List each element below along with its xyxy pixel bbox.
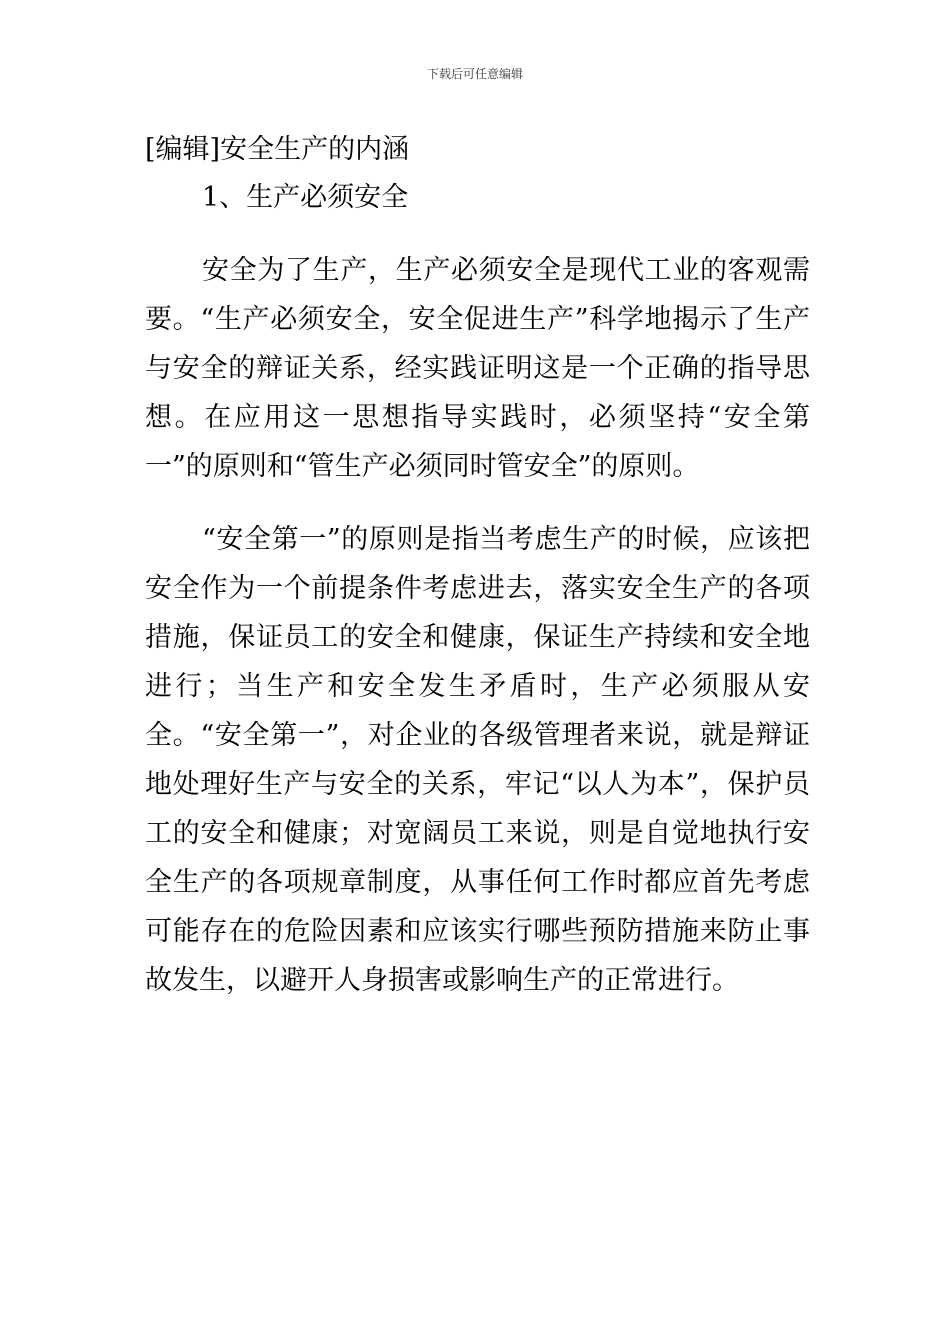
page-header-note: 下载后可任意编辑 bbox=[426, 67, 523, 81]
paragraph: “安全第一”的原则是指当考虑生产的时候，应该把安全作为一个前提条件考虑进去，落实安全生产的各项措施，保证员工的安全和健康，保证生产持续和安全地进行；当生产和安全发生矛盾时，生产必须服从安全。“安全第一”，对企业的各级管理者来说，就是辩证地处理好生产与安全的关系，牢记“以人为本”，保护员工的安全和健康；对宽阔员工来说，则是自觉地执行安全生产的各项规章制度，从事任何工作时都应首先考虑可能存在的危险因素和应该实行哪些预防措施来防止事故发生，以避开人身损害或影响生产的正常进行。 bbox=[145, 524, 810, 996]
document-body bbox=[145, 128, 810, 1005]
subsection-heading: 1、生产必须安全 bbox=[202, 182, 409, 213]
section-heading: [编辑]安全生产的内涵 bbox=[145, 134, 410, 165]
paragraph: 安全为了生产，生产必须安全是现代工业的客观需要。“生产必须安全，安全促进生产”科学地揭示了生产与安全的辩证关系，经实践证明这是一个正确的指导思想。在应用这一思想指导实践时，必须坚持“安全第一”的原则和“管生产必须同时管安全”的原则。 bbox=[145, 255, 810, 482]
